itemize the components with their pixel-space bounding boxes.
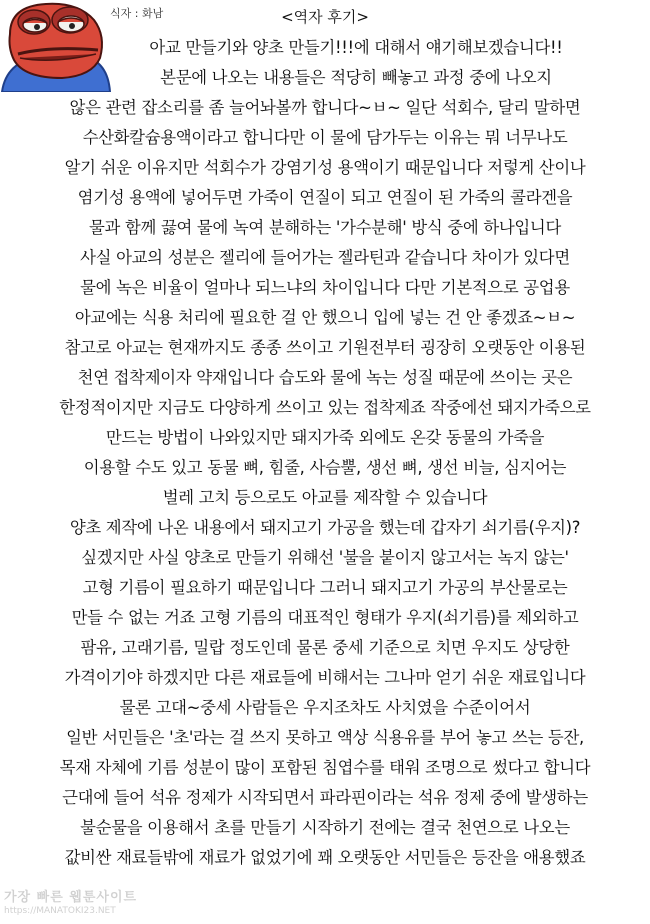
text-line: 고형 기름이 필요하기 때문입니다 그러니 돼지고기 가공의 부산물로는	[82, 578, 568, 597]
text-line: 만드는 방법이 나와있지만 돼지가죽 외에도 온갖 동물의 가죽을	[105, 428, 545, 447]
text-line: 이용할 수도 있고 동물 뼈, 힘줄, 사슴뿔, 생선 뼈, 생선 비늘, 심지어는	[83, 458, 567, 477]
text-line: 않은 관련 잡소리를 좀 늘어놔볼까 합니다~ㅂ~ 일단 석회수, 달리 말하면	[69, 98, 581, 117]
text-line: 아교에는 식용 처리에 필요한 걸 안 했으니 입에 넣는 건 안 좋겠죠~ㅂ~	[74, 308, 576, 327]
text-line: 천연 접착제이자 약재입니다 습도와 물에 녹는 성질 때문에 쓰이는 곳은	[77, 368, 573, 387]
page-title: <역자 후기>	[281, 8, 369, 26]
text-line: 물론 고대~중세 사람들은 우지조차도 사치였을 수준이어서	[119, 698, 531, 717]
text-line: 불순물을 이용해서 초를 만들기 시작하기 전에는 결국 천연으로 나오는	[80, 818, 570, 837]
watermark-url: https://MANATOKI23.NET	[4, 906, 116, 916]
text-line: 싶겠지만 사실 양초로 만들기 위해선 '불을 붙이지 않고서는 녹지 않는'	[81, 548, 569, 567]
text-line: 양초 제작에 나온 내용에서 돼지고기 가공을 했는데 갑자기 쇠기름(우지)?	[69, 518, 581, 537]
afterword-body	[0, 33, 650, 873]
text-line: 값비싼 재료들밖에 재료가 없었기에 꽤 오랫동안 서민들은 등잔을 애용했죠	[64, 848, 586, 867]
text-line: 물에 녹은 비율이 얼마나 되느냐의 차이입니다 다만 기본적으로 공업용	[80, 278, 570, 297]
text-line: 본문에 나오는 내용들은 적당히 빼놓고 과정 중에 나오지	[160, 68, 552, 87]
text-line: 사실 아교의 성분은 젤리에 들어가는 젤라틴과 같습니다 차이가 있다면	[80, 248, 570, 267]
text-line: 만들 수 없는 거죠 고형 기름의 대표적인 형태가 우지(쇠기름)를 제외하고	[71, 608, 579, 627]
text-line: 물과 함께 끓여 물에 녹여 분해하는 '가수분해' 방식 중에 하나입니다	[88, 218, 561, 237]
watermark-tagline: 가장 빠른 웹툰사이트	[4, 890, 138, 905]
text-line: 한정적이지만 지금도 다양하게 쓰이고 있는 접착제죠 작중에선 돼지가죽으로	[59, 398, 591, 417]
typesetter-credit: 식자 : 화남	[110, 7, 164, 20]
text-line: 참고로 아교는 현재까지도 종종 쓰이고 기원전부터 굉장히 오랫동안 이용된	[64, 338, 586, 357]
text-line: 근대에 들어 석유 정제가 시작되면서 파라핀이라는 석유 정제 중에 발생하는	[62, 788, 588, 807]
text-line: 아교 만들기와 양초 만들기!!!에 대해서 얘기해보겠습니다!!	[149, 38, 563, 57]
text-line: 염기성 용액에 넣어두면 가죽이 연질이 되고 연질이 된 가죽의 콜라겐을	[77, 188, 573, 207]
text-line: 알기 쉬운 이유지만 석회수가 강염기성 용액이기 때문입니다 저렇게 산이나	[64, 158, 586, 177]
text-line: 수산화칼슘용액이라고 합니다만 이 물에 담가두는 이유는 뭐 너무나도	[82, 128, 568, 147]
text-line: 벌레 고치 등으로도 아교를 제작할 수 있습니다	[162, 488, 488, 507]
text-line: 일반 서민들은 '초'라는 걸 쓰지 못하고 액상 식용유를 부어 놓고 쓰는 등잔,	[66, 728, 584, 747]
text-line: 가격이기야 하겠지만 다른 재료들에 비해서는 그나마 얻기 쉬운 재료입니다	[64, 668, 586, 687]
text-line: 팜유, 고래기름, 밀랍 정도인데 물론 중세 기준으로 치면 우지도 상당한	[80, 638, 570, 657]
text-line: 목재 자체에 기름 성분이 많이 포함된 침엽수를 태워 조명으로 썼다고 합니다	[59, 758, 591, 777]
site-watermark	[4, 886, 164, 922]
